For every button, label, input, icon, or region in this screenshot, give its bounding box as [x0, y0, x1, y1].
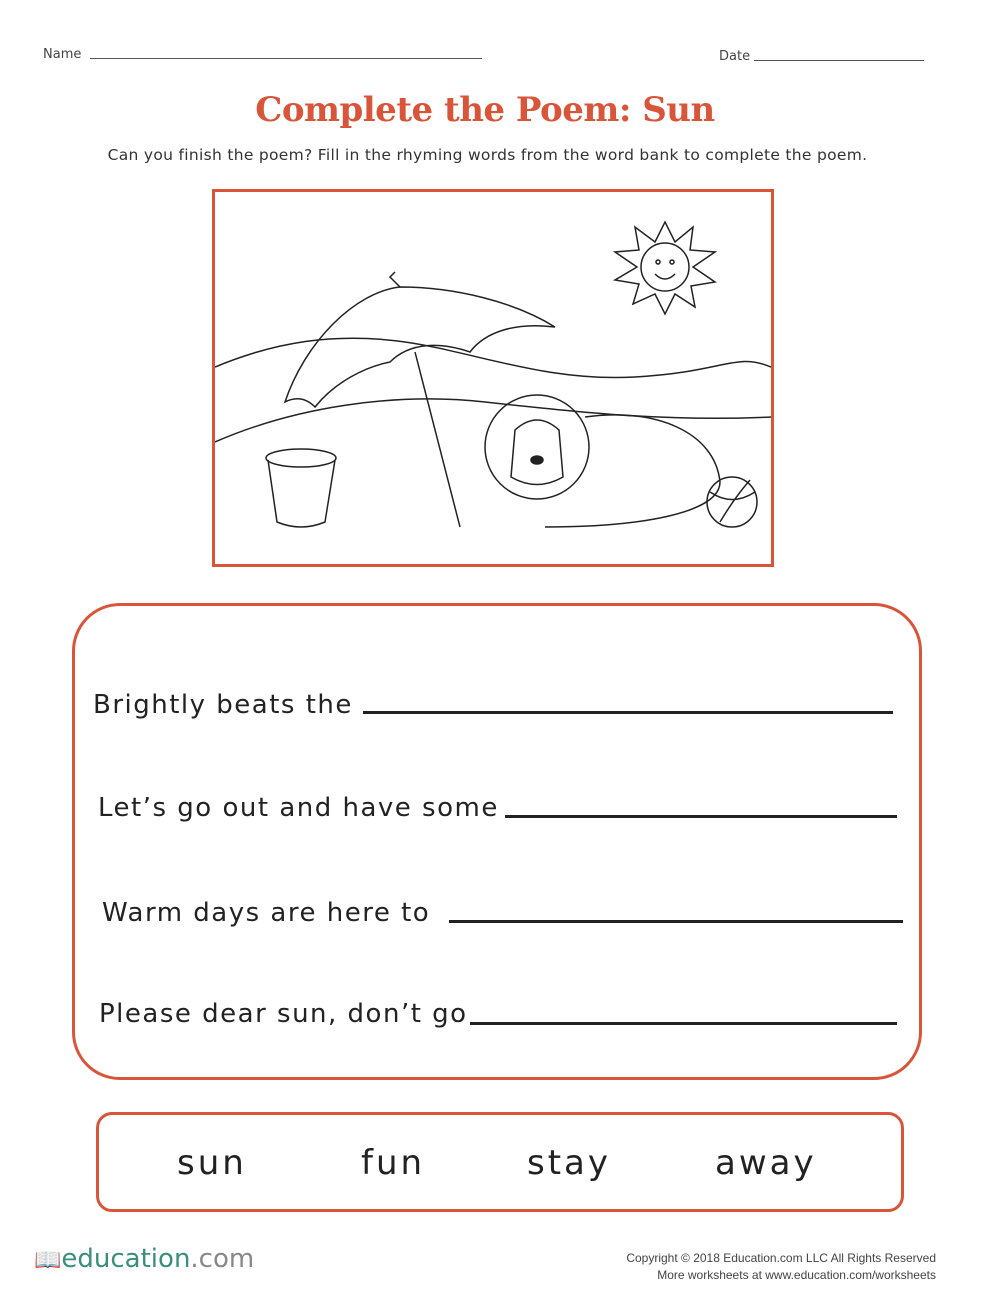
sun-icon	[615, 222, 715, 314]
instructions: Can you finish the poem? Fill in the rhyming words from the word bank to complete the poem.	[107, 146, 868, 164]
date-field[interactable]	[754, 60, 924, 61]
education-logo[interactable]	[34, 1244, 254, 1274]
poem-line-2: Let’s go out and have some	[98, 793, 499, 823]
page-title: Complete the Poem: Sun	[255, 90, 715, 130]
logo-text: education	[61, 1244, 191, 1274]
poem-line-1: Brightly beats the	[93, 690, 353, 720]
word-bank	[96, 1112, 904, 1212]
name-label: Name	[43, 47, 82, 62]
poem-line-4: Please dear sun, don’t go	[99, 999, 468, 1029]
book-icon: 📖	[34, 1248, 62, 1273]
beach-illustration	[212, 189, 774, 567]
poem-box	[72, 603, 922, 1080]
footer-copyright	[626, 1250, 936, 1284]
word-bank-item: sun	[177, 1143, 247, 1183]
answer-blank-3[interactable]	[449, 920, 903, 923]
word-bank-item: stay	[527, 1143, 612, 1183]
answer-blank-4[interactable]	[470, 1022, 897, 1025]
bucket-icon	[266, 449, 336, 527]
date-label: Date	[719, 49, 751, 64]
copyright-text: Copyright © 2018 Education.com LLC All Rights Reserved	[626, 1251, 936, 1265]
word-bank-item: fun	[361, 1143, 426, 1183]
answer-blank-2[interactable]	[505, 815, 897, 818]
more-worksheets-text: More worksheets at www.education.com/worksheets	[657, 1268, 936, 1282]
word-bank-item: away	[715, 1143, 817, 1183]
lion-icon	[485, 395, 720, 527]
answer-blank-1[interactable]	[363, 711, 893, 714]
ball-icon	[707, 477, 757, 527]
logo-tld: .com	[190, 1244, 255, 1274]
poem-line-3: Warm days are here to	[102, 898, 431, 928]
name-field[interactable]	[90, 58, 482, 59]
